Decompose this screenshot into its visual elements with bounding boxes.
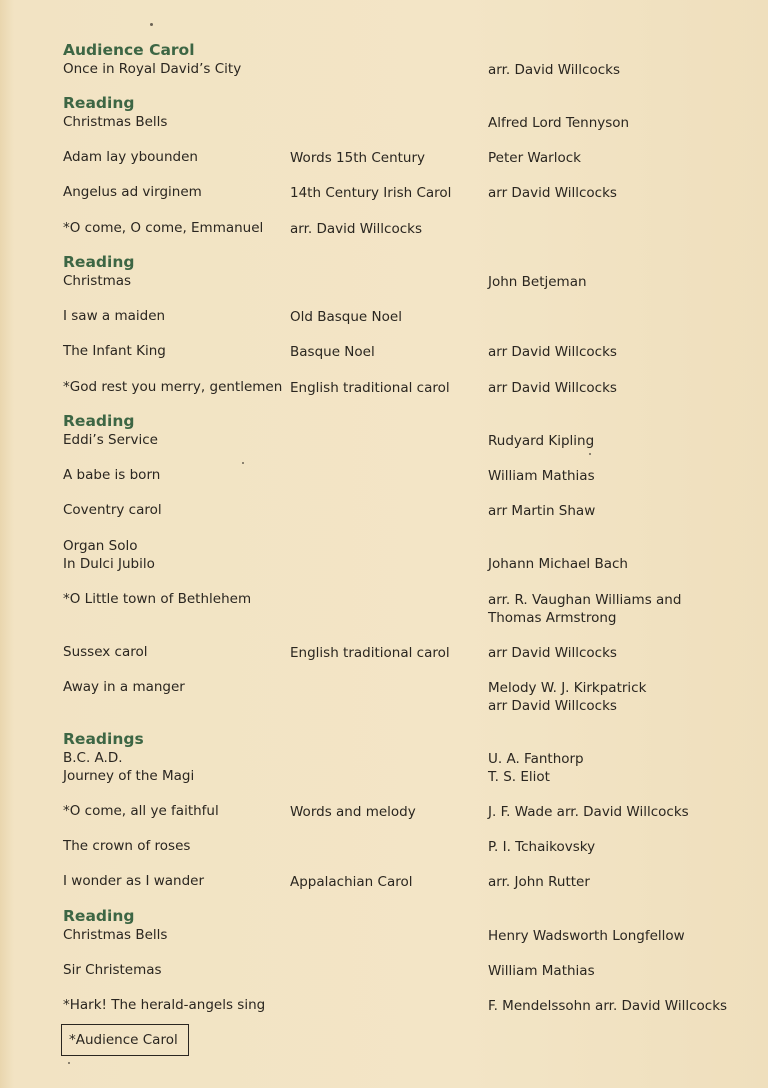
item-title: Away in a manger <box>63 679 185 695</box>
item-title: *O Little town of Bethlehem <box>63 591 252 607</box>
item-composer: arr. John Rutter <box>488 874 590 890</box>
item-composer: arr David Willcocks <box>488 698 617 714</box>
item-composer: arr David Willcocks <box>488 380 617 396</box>
item-composer: T. S. Eliot <box>488 769 550 785</box>
item-title: *O come, all ye faithful <box>63 803 219 819</box>
item-title: *God rest you merry, gentlemen <box>63 379 283 395</box>
item-composer: arr David Willcocks <box>488 344 617 360</box>
item-description: English traditional carol <box>290 380 450 396</box>
paper-speck <box>150 23 153 26</box>
item-composer: Rudyard Kipling <box>488 433 595 449</box>
item-description: Words and melody <box>290 804 416 820</box>
item-title: *Hark! The herald-angels sing <box>63 997 266 1013</box>
item-title: Organ Solo <box>63 538 138 554</box>
item-composer: Alfred Lord Tennyson <box>488 115 630 131</box>
item-description: Appalachian Carol <box>290 874 413 890</box>
item-composer: John Betjeman <box>488 274 587 290</box>
item-composer: Henry Wadsworth Longfellow <box>488 928 685 944</box>
item-title: A babe is born <box>63 467 161 483</box>
item-title: I saw a maiden <box>63 308 166 324</box>
item-composer: William Mathias <box>488 468 595 484</box>
item-title: Angelus ad virginem <box>63 184 202 200</box>
item-title: Eddi’s Service <box>63 432 158 448</box>
item-title: The Infant King <box>63 343 166 359</box>
paper-speck <box>589 453 591 455</box>
item-title: I wonder as I wander <box>63 873 205 889</box>
item-description: Words 15th Century <box>290 150 426 166</box>
item-title: Sussex carol <box>63 644 148 660</box>
item-title: Christmas Bells <box>63 927 168 943</box>
item-description: English traditional carol <box>290 645 450 661</box>
section-heading: Reading <box>63 253 135 271</box>
item-title: Christmas <box>63 273 132 289</box>
item-composer: arr Martin Shaw <box>488 503 596 519</box>
item-title: In Dulci Jubilo <box>63 556 155 572</box>
item-composer: arr David Willcocks <box>488 645 617 661</box>
item-composer: J. F. Wade arr. David Willcocks <box>488 804 689 820</box>
item-composer: arr. R. Vaughan Williams and <box>488 592 682 608</box>
section-heading: Readings <box>63 730 144 748</box>
item-title: Journey of the Magi <box>63 768 195 784</box>
audience-carol-legend-box <box>61 1024 189 1056</box>
section-heading: Reading <box>63 412 135 430</box>
item-title: Christmas Bells <box>63 114 168 130</box>
section-heading: Reading <box>63 94 135 112</box>
item-composer: Thomas Armstrong <box>488 610 617 626</box>
item-composer: Melody W. J. Kirkpatrick <box>488 680 647 696</box>
paper-speck <box>68 1062 70 1064</box>
item-composer: arr. David Willcocks <box>488 62 621 78</box>
item-title: Sir Christemas <box>63 962 162 978</box>
item-description: Old Basque Noel <box>290 309 402 325</box>
audience-carol-legend: *Audience Carol <box>69 1032 178 1048</box>
item-title: Adam lay ybounden <box>63 149 198 165</box>
item-title: The crown of roses <box>63 838 191 854</box>
item-composer: Johann Michael Bach <box>488 556 628 572</box>
section-heading: Audience Carol <box>63 41 195 59</box>
item-title: Once in Royal David’s City <box>63 61 242 77</box>
item-composer: P. I. Tchaikovsky <box>488 839 596 855</box>
item-composer: Peter Warlock <box>488 150 581 166</box>
item-composer: F. Mendelssohn arr. David Willcocks <box>488 998 728 1014</box>
item-composer: William Mathias <box>488 963 595 979</box>
item-title: Coventry carol <box>63 502 162 518</box>
item-title: B.C. A.D. <box>63 750 123 766</box>
paper-speck <box>242 462 244 464</box>
item-description: arr. David Willcocks <box>290 221 423 237</box>
item-composer: U. A. Fanthorp <box>488 751 584 767</box>
item-description: 14th Century Irish Carol <box>290 185 452 201</box>
item-title: *O come, O come, Emmanuel <box>63 220 264 236</box>
item-description: Basque Noel <box>290 344 375 360</box>
item-composer: arr David Willcocks <box>488 185 617 201</box>
section-heading: Reading <box>63 907 135 925</box>
